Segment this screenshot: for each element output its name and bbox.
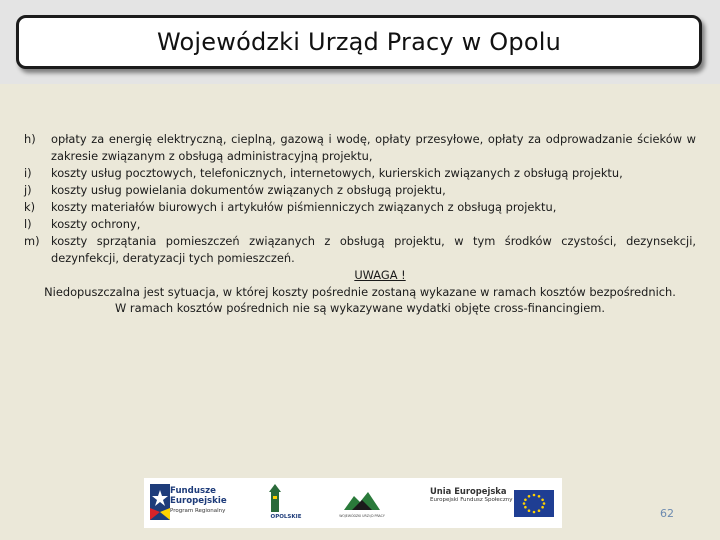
- fe-text: [170, 486, 227, 516]
- opolskie-tower-icon: [261, 484, 311, 514]
- page-number: 62: [660, 507, 674, 520]
- list-item: [24, 182, 696, 199]
- fundusze-europejskie-logo: [148, 482, 172, 526]
- logo-strip: [144, 478, 562, 528]
- list-marker: m): [24, 234, 40, 248]
- fe-line-3: Program Regionalny: [170, 508, 226, 514]
- list-item: [24, 165, 696, 182]
- wup-text: WOJEWÓDZKI URZĄD PRACY: [339, 514, 385, 518]
- notice-line-2: W ramach kosztów pośrednich nie są wykazywane wydatki objęte cross-financingiem.: [115, 301, 605, 315]
- notice-line-1: Niedopuszczalna jest sytuacja, w której koszty pośrednie zostaną wykazane w ramach kosztów bezpośrednich.: [44, 284, 676, 299]
- eu-flag-icon: [514, 490, 554, 517]
- list-item-text: koszty usług pocztowych, telefonicznych, internetowych, kurierskich związanych z obsługą projektu,: [51, 166, 623, 180]
- notice-title: UWAGA !: [354, 268, 406, 282]
- list-item: [24, 199, 696, 216]
- opolskie-text: OPOLSKIE: [270, 514, 302, 520]
- wup-mountain-icon: [342, 490, 382, 514]
- list-item-text: koszty sprzątania pomieszczeń związanych z obsługą projektu, w tym środków czystości, dezynsekcji, dezynfekcji, deratyzacji tych pomieszczeń.: [51, 234, 696, 265]
- list-item: [24, 131, 696, 165]
- list-item-text: opłaty za energię elektryczną, cieplną, gazową i wodę, opłaty przesyłowe, opłaty za odprowadzanie ścieków w zakresie związanym z obsługą administracyjną projektu,: [51, 132, 696, 163]
- ue-subtitle: Europejski Fundusz Społeczny: [430, 497, 513, 503]
- list-marker: l): [24, 217, 32, 231]
- list-item: [24, 216, 696, 233]
- page-title: Wojewódzki Urząd Pracy w Opolu: [157, 28, 561, 56]
- fe-line-2: Europejskie: [170, 496, 227, 506]
- cost-list: [24, 131, 696, 267]
- ue-logo-text: [430, 486, 512, 503]
- wup-logo: [339, 490, 385, 524]
- fe-line-1: Fundusze: [170, 486, 216, 496]
- list-marker: i): [24, 166, 32, 180]
- list-item-text: koszty ochrony,: [51, 217, 141, 231]
- fe-star-icon: [148, 482, 172, 522]
- list-marker: k): [24, 200, 36, 214]
- list-marker: j): [24, 183, 32, 197]
- ue-title: Unia Europejska: [430, 486, 507, 496]
- opolskie-logo: [261, 484, 311, 524]
- eu-stars-icon: [514, 490, 554, 517]
- list-item-text: koszty usług powielania dokumentów związanych z obsługą projektu,: [51, 183, 446, 197]
- list-marker: h): [24, 132, 36, 146]
- notice-block: [20, 267, 700, 317]
- list-item-text: koszty materiałów biurowych i artykułów piśmienniczych związanych z obsługą projektu,: [51, 200, 557, 214]
- list-item: [24, 233, 696, 267]
- title-box: [16, 15, 702, 69]
